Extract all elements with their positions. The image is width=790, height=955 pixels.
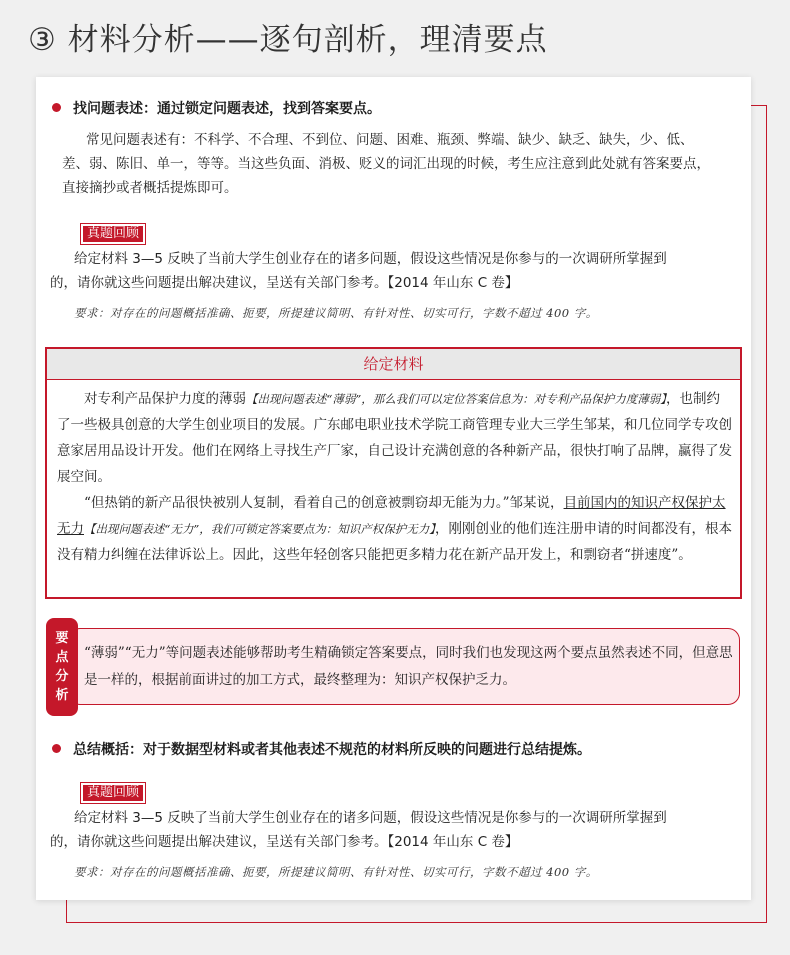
review-tag: 真题回顾: [80, 782, 146, 804]
analysis-tab-char: 要: [55, 631, 69, 646]
material-p1-text-a: 对专利产品保护力度的薄弱: [84, 391, 246, 407]
material-body: [47, 380, 740, 568]
bullet-dot-icon: [52, 744, 61, 753]
question-line-1: 给定材料 3—5 反映了当前大学生创业存在的诸多问题，假设这些情况是你参与的一次调研所掌握到: [74, 810, 667, 826]
section2-heading-text: 总结概括：对于数据型材料或者其他表述不规范的材料所反映的问题进行总结提炼。: [73, 742, 591, 758]
page-title: ③ 材料分析——逐句剖析，理清要点: [28, 22, 548, 58]
analysis-tab-char: 分: [55, 669, 69, 684]
material-p2-underlined: 目前国内的知识产权保护太无力: [57, 495, 726, 537]
material-p1-text-b: ，也制约了一些极具创意的大学生创业项目的发展。广东邮电职业技术学院工商管理专业大三学生邹某，和几位同学专攻创意家居用品设计开发。他们在网络上寻找生产厂家，自己设计充满创意的各种新产品，很快打响了品牌，赢得了发展空间。: [57, 391, 732, 485]
bullet-dot-icon: [52, 103, 61, 112]
analysis-tab: [46, 618, 78, 716]
material-paragraph-2: [57, 490, 732, 568]
review-tag: 真题回顾: [80, 223, 146, 245]
analysis-tab-char: 析: [55, 688, 69, 703]
material-p1-note: 【出现问题表述“薄弱”，那么我们可以定位答案信息为：对专利产品保护力度薄弱】: [246, 392, 667, 406]
section1-heading: [52, 98, 381, 118]
section1-heading-text: 找问题表述：通过锁定问题表述，找到答案要点。: [73, 101, 381, 117]
question-line-2: 的，请你就这些问题提出解决建议，呈送有关部门参考。【2014 年山东 C 卷】: [50, 275, 519, 291]
section1-line-1: 常见问题表述有：不科学、不合理、不到位、问题、困难、瓶颈、弊端、缺少、缺乏、缺失，少、低、: [86, 132, 694, 148]
analysis-tab-char: 点: [55, 650, 69, 665]
material-p2-text-a: “但热销的新产品很快被别人复制，看着自己的创意被剽窃却无能为力。”邹某说，: [84, 495, 564, 511]
material-box: [45, 347, 742, 599]
question-line-1: 给定材料 3—5 反映了当前大学生创业存在的诸多问题，假设这些情况是你参与的一次调研所掌握到: [74, 251, 667, 267]
material-header: 给定材料: [47, 349, 740, 380]
material-p2-note: 【出现问题表述“无力”，我们可锁定答案要点为：知识产权保护无力】: [84, 522, 436, 536]
section1-line-2: 差、弱、陈旧、单一，等等。当这些负面、消极、贬义的词汇出现的时候，考生应注意到此处就有答案要点，: [62, 156, 710, 172]
section1-paragraph: [62, 128, 742, 200]
section1-question: [50, 247, 750, 295]
section2-heading: [52, 739, 591, 759]
section1-line-3: 直接摘抄或者概括提炼即可。: [62, 180, 238, 196]
section1-requirement: 要求：对存在的问题概括准确、扼要，所提建议简明、有针对性、切实可行，字数不超过 400 字。: [74, 306, 598, 320]
section2-requirement: 要求：对存在的问题概括准确、扼要，所提建议简明、有针对性、切实可行，字数不超过 400 字。: [74, 865, 598, 879]
material-paragraph-1: [57, 386, 732, 490]
question-line-2: 的，请你就这些问题提出解决建议，呈送有关部门参考。【2014 年山东 C 卷】: [50, 834, 519, 850]
section2-question: [50, 806, 750, 854]
analysis-text: “薄弱”“无力”等问题表述能够帮助考生精确锁定答案要点，同时我们也发现这两个要点虽然表述不同，但意思是一样的，根据前面讲过的加工方式，最终整理为：知识产权保护乏力。: [84, 645, 733, 688]
material-p2-text-b: ，刚刚创业的他们连注册申请的时间都没有，根本没有精力纠缠在法律诉讼上。因此，这些年轻创客只能把更多精力花在新产品开发上，和剽窃者“拼速度”。: [57, 521, 733, 563]
